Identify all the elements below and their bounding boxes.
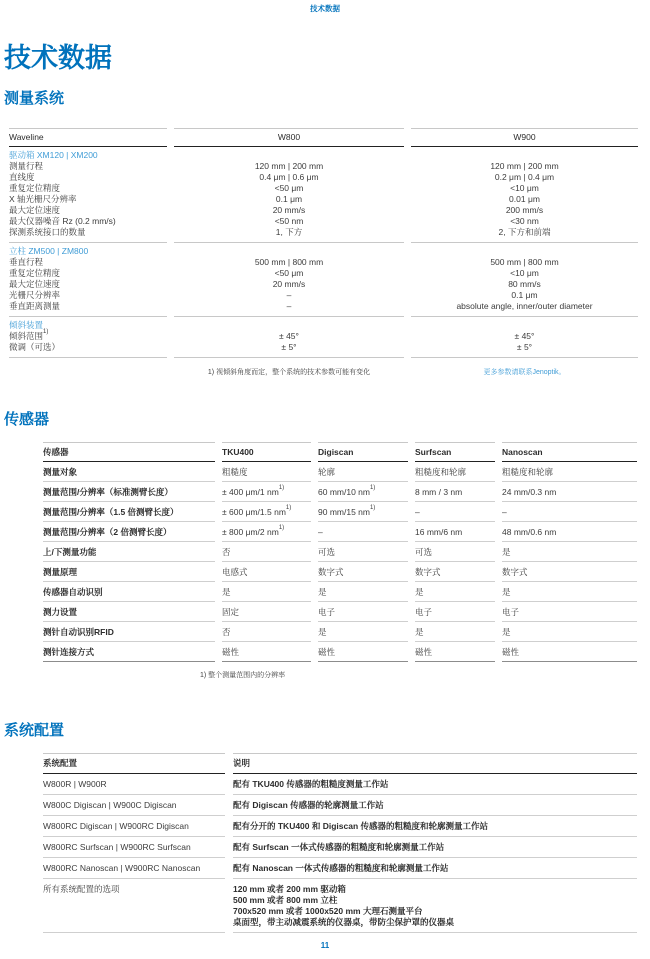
- page-title: 技术数据: [4, 43, 112, 73]
- option-line: 700x520 mm 或者 1000x520 mm 大理石测量平台: [233, 906, 423, 916]
- cell: 电感式: [222, 562, 311, 582]
- row-label: 微调（可选）: [9, 342, 167, 358]
- cell: 电子: [415, 602, 495, 622]
- w800-value: –: [286, 290, 292, 300]
- cell: 否: [222, 622, 311, 642]
- row-label: 上/下测量功能: [43, 542, 215, 562]
- row-label: 最大定位速度: [9, 279, 61, 289]
- cell-value: 48 mm/0.6 nm: [502, 527, 557, 537]
- cell: [318, 462, 408, 482]
- footnote-marker: 1): [369, 505, 376, 512]
- cell: [222, 502, 311, 522]
- row-label: 垂直行程: [9, 257, 44, 267]
- w900-value: 120 mm | 200 mm: [490, 161, 559, 171]
- sensors-footnote: 1) 整个测量范围内的分辨率: [200, 672, 286, 679]
- w800-value: 120 mm | 200 mm: [254, 161, 324, 171]
- cell: 数字式: [502, 562, 637, 582]
- config-description: 配有 Surfscan 一体式传感器的粗糙度和轮廓测量工作站: [233, 837, 637, 858]
- option-line: 桌面型，带主动减震系统的仪器桌，带防尘保护罩的仪器桌: [233, 917, 455, 927]
- cell: 是: [415, 582, 495, 602]
- row-label: 传感器自动识别: [43, 582, 215, 602]
- section-heading-sensors: 传感器: [4, 411, 50, 428]
- cell-value: 16 mm/6 nm: [415, 527, 463, 537]
- cell: 磁性: [222, 642, 311, 662]
- footnote-marker: 1): [278, 525, 285, 532]
- w800-value: –: [174, 301, 404, 317]
- footnote-marker: 1): [369, 485, 376, 492]
- footnote-marker: 1): [285, 505, 292, 512]
- w900-value: 500 mm | 800 mm: [490, 257, 559, 267]
- w800-value: <50 μm: [274, 183, 304, 193]
- cell: [502, 502, 637, 522]
- config-name: W800RC Digiscan | W900RC Digiscan: [43, 816, 225, 837]
- cell: 是: [502, 622, 637, 642]
- cell-value: ± 400 μm/1 nm: [222, 487, 279, 497]
- cell-value: 8 mm / 3 nm: [415, 487, 463, 497]
- w800-value: 20 mm/s: [272, 205, 306, 215]
- column-header-waveline: Waveline: [9, 128, 167, 147]
- cell: [222, 522, 311, 542]
- column-header-config: 系统配置: [43, 753, 225, 774]
- cell-value: –: [415, 507, 420, 517]
- cell-value: 60 mm/10 nm: [318, 487, 370, 497]
- w900-value: absolute angle, inner/outer diameter: [411, 301, 638, 317]
- config-description: 配有分开的 TKU400 和 Digiscan 传感器的粗糙度和轮廓测量工作站: [233, 816, 637, 837]
- cell-value: –: [318, 527, 323, 537]
- cell: 固定: [222, 602, 311, 622]
- row-label: 垂直距离测量: [9, 301, 167, 317]
- row-label: 最大仪器噪音 Rz (0.2 mm/s): [9, 216, 116, 226]
- cell: 电子: [318, 602, 408, 622]
- column-header-nanoscan: Nanoscan: [502, 442, 637, 462]
- cell: [318, 482, 408, 502]
- cell: [415, 502, 495, 522]
- w900-value: 0.01 μm: [509, 194, 540, 204]
- w800-value: 0.4 μm | 0.6 μm: [259, 172, 319, 182]
- cell: 磁性: [415, 642, 495, 662]
- config-description: 配有 Nanoscan 一体式传感器的粗糙度和轮廓测量工作站: [233, 858, 637, 879]
- w900-value: ± 45°: [514, 331, 535, 341]
- sensors-table: [43, 442, 637, 662]
- row-label: 测量行程: [9, 161, 44, 171]
- cell: [318, 502, 408, 522]
- config-description: [233, 879, 637, 933]
- cell-value: 粗糙度和轮廓: [415, 467, 467, 477]
- measurement-table: [9, 128, 638, 358]
- footnote-marker: 1): [278, 485, 285, 492]
- row-label: 测量范围/分辨率（2 倍测臂长度）: [43, 522, 215, 542]
- cell-value: 粗糙度和轮廓: [502, 467, 554, 477]
- cell: 数字式: [318, 562, 408, 582]
- row-label: 测量范围/分辨率（1.5 倍测臂长度）: [43, 502, 215, 522]
- config-name: W800C Digiscan | W900C Digiscan: [43, 795, 225, 816]
- cell: 是: [502, 542, 637, 562]
- cell-value: ± 600 μm/1.5 nm: [222, 507, 286, 517]
- w900-value: 2, 下方和前端: [411, 227, 638, 243]
- cell: 磁性: [502, 642, 637, 662]
- row-label: [9, 331, 167, 342]
- column-header-sensor: 传感器: [43, 442, 215, 462]
- w800-value: <50 nm: [274, 216, 304, 226]
- option-line: 120 mm 或者 200 mm 驱动箱: [233, 884, 346, 894]
- cell: 是: [222, 582, 311, 602]
- page-number: 11: [320, 941, 330, 950]
- subsection-title-drive-unit: 驱动箱 XM120 | XM200: [9, 150, 98, 160]
- row-label: X 轴光栅尺分辨率: [9, 194, 77, 204]
- cell-value: 粗糙度: [222, 467, 248, 477]
- w900-value: 0.1 μm: [511, 290, 538, 300]
- w900-value: <30 nm: [510, 216, 539, 226]
- contact-link[interactable]: 更多参数请联系Jenoptik。: [483, 369, 566, 376]
- cell: [502, 522, 637, 542]
- cell: 否: [222, 542, 311, 562]
- cell-value: 90 mm/15 nm: [318, 507, 370, 517]
- cell: 磁性: [318, 642, 408, 662]
- row-label: 测力设置: [43, 602, 215, 622]
- cell: [222, 482, 311, 502]
- w800-value: 20 mm/s: [272, 279, 306, 289]
- cell: [415, 522, 495, 542]
- subsection-title-tilt-unit: 倾斜装置: [9, 320, 44, 330]
- row-label: 测针连接方式: [43, 642, 215, 662]
- section-heading-measurement: 测量系统: [4, 90, 65, 107]
- column-header-tku400: TKU400: [222, 442, 311, 462]
- measurement-footnote: 1) 视倾斜角度而定，整个系统的技术参数可能有变化: [207, 369, 371, 376]
- w800-value: ± 45°: [279, 331, 299, 341]
- cell: 可选: [318, 542, 408, 562]
- cell: [415, 462, 495, 482]
- option-line: 500 mm 或者 800 mm 立柱: [233, 895, 338, 905]
- measurement-footnote-row: [9, 368, 638, 377]
- column-header-w900: W900: [411, 128, 638, 147]
- row-label: 测针自动识别RFID: [43, 622, 215, 642]
- w900-value: 0.2 μm | 0.4 μm: [494, 172, 555, 182]
- subsection-title-column: 立柱 ZM500 | ZM800: [9, 246, 89, 256]
- cell-value: ± 800 μm/2 nm: [222, 527, 279, 537]
- cell: 是: [415, 622, 495, 642]
- cell-value: –: [502, 507, 507, 517]
- w900-value: 200 mm/s: [505, 205, 544, 215]
- footnote-marker: 1): [43, 329, 49, 336]
- config-description: 配有 Digiscan 传感器的轮廓测量工作站: [233, 795, 637, 816]
- w900-value: ± 5°: [411, 342, 638, 358]
- column-header-description: 说明: [233, 753, 637, 774]
- w800-value: 0.1 μm: [275, 194, 303, 204]
- config-table: [43, 753, 637, 933]
- cell-value: 24 mm/0.3 nm: [502, 487, 557, 497]
- row-label-text: 倾斜范围: [9, 331, 44, 341]
- cell: 是: [318, 622, 408, 642]
- config-name: W800RC Nanoscan | W900RC Nanoscan: [43, 858, 225, 879]
- cell: [318, 522, 408, 542]
- row-label: 光栅尺分辨率: [9, 290, 61, 300]
- w900-value: <10 μm: [510, 268, 539, 278]
- w800-value: 1, 下方: [174, 227, 404, 243]
- cell-value: 轮廓: [318, 467, 336, 477]
- cell: 可选: [415, 542, 495, 562]
- w900-value: 80 mm/s: [508, 279, 541, 289]
- running-header: 技术数据: [310, 4, 340, 13]
- w900-value: <10 μm: [510, 183, 539, 193]
- row-label: 最大定位速度: [9, 205, 61, 215]
- w800-value: 500 mm | 800 mm: [254, 257, 324, 267]
- row-label: 测量范围/分辨率（标准测臂长度）: [43, 482, 215, 502]
- cell: [222, 462, 311, 482]
- row-label: 直线度: [9, 172, 35, 182]
- row-label: 探测系统接口的数量: [9, 227, 167, 243]
- cell: 数字式: [415, 562, 495, 582]
- row-label: 重复定位精度: [9, 183, 61, 193]
- cell: [502, 462, 637, 482]
- column-header-surfscan: Surfscan: [415, 442, 495, 462]
- config-name: 所有系统配置的选项: [43, 879, 225, 933]
- row-label: 重复定位精度: [9, 268, 61, 278]
- section-heading-config: 系统配置: [4, 722, 65, 739]
- row-label: 测量原理: [43, 562, 215, 582]
- config-name: W800R | W900R: [43, 774, 225, 795]
- cell: 是: [318, 582, 408, 602]
- cell: 是: [502, 582, 637, 602]
- column-header-digiscan: Digiscan: [318, 442, 408, 462]
- cell: [415, 482, 495, 502]
- column-header-w800: W800: [174, 128, 404, 147]
- config-description: 配有 TKU400 传感器的粗糙度测量工作站: [233, 774, 637, 795]
- row-label: 测量对象: [43, 462, 215, 482]
- cell: [502, 482, 637, 502]
- spacer: [9, 368, 167, 377]
- w800-value: ± 5°: [174, 342, 404, 358]
- config-name: W800RC Surfscan | W900RC Surfscan: [43, 837, 225, 858]
- cell: 电子: [502, 602, 637, 622]
- w800-value: <50 μm: [274, 268, 304, 278]
